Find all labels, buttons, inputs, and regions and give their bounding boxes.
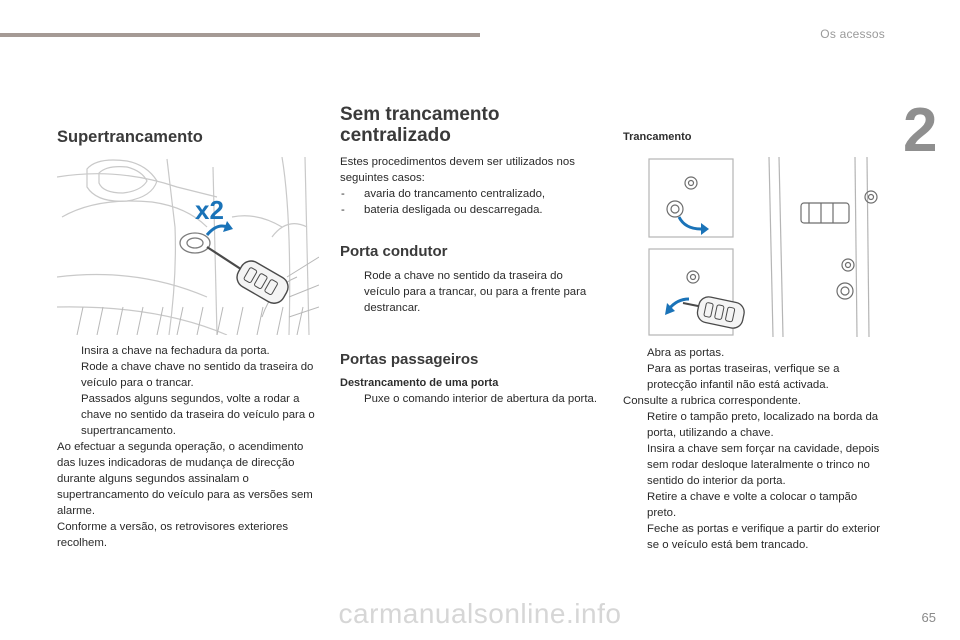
list-item: Feche as portas e verifique a partir do exterior se o veículo está bem trancado. bbox=[647, 523, 880, 551]
portas-passageiros-title: Portas passageiros bbox=[340, 351, 479, 368]
list-item: Retire o tampão preto, localizado na borda da porta, utilizando a chave. bbox=[647, 411, 879, 439]
dash-icon: - bbox=[341, 204, 345, 216]
column-trancamento bbox=[623, 130, 885, 553]
trancamento-illustration bbox=[623, 157, 885, 337]
list-item: Puxe o comando interior de abertura da porta. bbox=[364, 393, 598, 405]
list-item: Retire a chave e volte a colocar o tampão preto. bbox=[647, 491, 858, 519]
column-sem-trancamento bbox=[340, 104, 602, 407]
supertrancamento-illustration bbox=[57, 157, 319, 335]
list-item: Para as portas traseiras, verfique se a protecção infantil não está activada. bbox=[647, 363, 840, 391]
list-item: - avaria do trancamento centralizado, bbox=[341, 188, 546, 200]
destrancamento-subtitle: Destrancamento de uma porta bbox=[340, 377, 499, 389]
x2-label: x2 bbox=[195, 195, 224, 225]
paragraph: Conforme a versão, os retrovisores exteriores recolhem. bbox=[57, 521, 289, 549]
watermark: carmanualsonline.info bbox=[338, 598, 622, 629]
trancamento-steps-b bbox=[623, 409, 885, 553]
header-bar bbox=[0, 33, 480, 37]
supertrancamento-title: Supertrancamento bbox=[57, 128, 203, 146]
column-supertrancamento bbox=[57, 126, 319, 551]
paragraph: Ao efectuar a segunda operação, o acendimento das luzes indicadoras de mudança de direcção durante alguns segundos assinalam o supertrancamento do veículo para as versões sem alarme. bbox=[57, 441, 313, 517]
list-item: - bateria desligada ou descarregada. bbox=[341, 204, 543, 216]
page-number: 65 bbox=[921, 610, 936, 625]
supertrancamento-steps bbox=[57, 343, 319, 439]
list-item: Insira a chave na fechadura da porta. bbox=[81, 345, 270, 357]
chapter-number: 2 bbox=[903, 96, 938, 165]
list-item: Abra as portas. bbox=[647, 347, 725, 359]
list-item: Rode a chave chave no sentido da traseira do veículo para o trancar. bbox=[81, 361, 314, 389]
sem-trancamento-title: Sem trancamento centralizado bbox=[340, 104, 500, 146]
note-text: Consulte a rubrica correspondente. bbox=[623, 395, 801, 407]
cases-list bbox=[340, 186, 602, 218]
trancamento-title: Trancamento bbox=[623, 131, 692, 143]
trancamento-steps-a bbox=[623, 345, 885, 393]
section-title: Os acessos bbox=[820, 27, 885, 41]
porta-condutor-title: Porta condutor bbox=[340, 243, 448, 260]
dash-icon: - bbox=[341, 188, 345, 200]
list-item: Insira a chave sem forçar na cavidade, depois sem rodar desloque lateralmente o trinco no sentido do interior da porta. bbox=[647, 443, 880, 487]
list-item: Passados alguns segundos, volte a rodar a chave no sentido da traseira do veículo para o supertrancamento. bbox=[81, 393, 315, 437]
list-item: Rode a chave no sentido da traseira do veículo para a trancar, ou para a frente para destrancar. bbox=[364, 270, 587, 314]
porta-condutor-steps bbox=[340, 268, 602, 316]
intro-text: Estes procedimentos devem ser utilizados nos seguintes casos: bbox=[340, 156, 575, 184]
portas-passageiros-steps bbox=[340, 391, 602, 407]
